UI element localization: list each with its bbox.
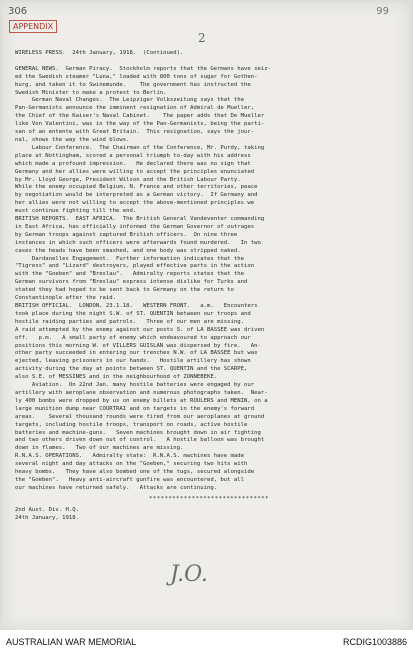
document-line: heavy bombs. They have also bombed one of the tugs, secured alongside [15, 469, 255, 476]
document-line: German Naval Changes. The Leipziger Volkszeitung says that the [15, 97, 245, 104]
archive-institution: AUSTRALIAN WAR MEMORIAL [6, 637, 137, 647]
document-line: her allies were not willing to accept the above-mentioned principles we [15, 200, 255, 207]
document-line: While the enemy occupied Belgium, N. France and other territories, peace [15, 184, 258, 191]
document-line: other party succeeded in entering our trenches N.W. of LA BASSEE but was [15, 350, 258, 357]
document-line: BRITISH OFFICIAL. LONDON, 23.1.18. WESTERN FRONT. a.m. Encounters [15, 303, 258, 309]
document-line: the "Goeben". Heavy anti-aircraft gunfire was encountered, but all [15, 476, 245, 483]
folio-stamp-number: 306 [8, 6, 28, 17]
document-line: activity during the day at points between ST. QUENTIN and the SCARPE, [15, 366, 248, 373]
corner-page-number: 99 [376, 6, 389, 17]
document-line: like Von Valentini, was in the way of the Pan-Germanists, being the parti- [15, 121, 265, 128]
document-line: burg, and taken it to Swinemunde. The government has instructed the [15, 81, 251, 88]
document-line: the Chief of the Kaiser's Naval Cabinet. The paper adds that De Mueller [15, 113, 265, 120]
document-line: large munition dump near COURTRAI and on targets in the enemy's forward [15, 405, 255, 412]
document-line: also S.E. of MESSINES and in the neighbourhood of ZONNEBEKE. [15, 374, 218, 381]
footer-unit: 2nd Aust. Div. H.Q. [15, 506, 79, 513]
document-line: Swedish Minister to make a protest to Berlin. [15, 89, 167, 96]
document-line: Aviation. On 22nd Jan. many hostile batteries were engaged by our [15, 382, 255, 389]
document-line: by negotiation would be interpreted as a German victory. If Germany and [15, 192, 258, 199]
document-line: and two others driven down out of control. A hostile balloon was brought [15, 437, 265, 444]
document-line: which made a profound impression. He declared there was no sign that [15, 160, 251, 167]
document-line: with the "Goeben" and "Breslau". Admiralty reports states that the [15, 271, 245, 278]
document-line: ly 400 bombs were dropped by us on enemy billets at ROULERS and MENIN, on a [15, 397, 268, 404]
document-line: R.N.A.S. OPERATIONS. Admiralty state: R.N.A.S. machines have made [15, 453, 245, 460]
document-line: stated they had hoped to be sent back to Germany on the return to [15, 287, 234, 294]
document-line: artillery with aeroplane observation and numerous photographs taken. Near- [15, 389, 268, 396]
document-line: A raid attempted by the enemy against our posts S. of LA BASSEE was driven [15, 326, 265, 333]
handwritten-signature: J.O. [170, 562, 208, 587]
document-line: Labour Conference. The Chairman of the Conference, Mr. Purdy, taking [15, 144, 265, 151]
document-line: positions this morning W. of VILLERS GUISLAN was dispersed by fire. An- [15, 342, 261, 349]
document-lines [15, 50, 403, 493]
document-sheet [2, 2, 411, 630]
document-line: our machines have returned safely. Attacks are continuing. [15, 484, 218, 491]
document-line: Pan-Germanists announce the imminent resignation of Admiral de Mueller, [15, 105, 255, 112]
document-line: ejected, leaving prisoners in our hands. Hostile artillery has shown [15, 358, 251, 365]
page-number: 2 [198, 31, 206, 45]
document-body [15, 50, 403, 522]
document-line: BRITISH REPORTS. EAST AFRICA. The British General Vandeventer commanding [15, 216, 265, 223]
separator-line: ******************************* [149, 495, 269, 502]
appendix-stamp: APPENDIX [9, 20, 57, 33]
document-line: nal, shows the way the wind blows. [15, 136, 130, 143]
archive-caption-strip [0, 630, 413, 654]
document-line: Dardanelles Engagement. Further information indicates that the [15, 255, 245, 262]
document-line: batteries and machine-guns. Seven machines brought down in air fighting [15, 429, 261, 436]
document-line: Germany and her allies were willing to accept the principles enunciated [15, 168, 255, 175]
document-line: instances in which such officers were afterwards found murdered. In two [15, 239, 261, 246]
document-line: WIRELESS PRESS. 24th January, 1918. (Continued). [15, 50, 184, 56]
document-line: off. p.m. A small party of enemy which endeavoured to approach our [15, 334, 251, 341]
document-line: by Mr. Lloyd George, President Wilson and the British Labour Party. [15, 176, 241, 183]
archive-reference: RCDIG1003886 [342, 637, 407, 647]
document-line: place at Nottingham, scored a personal triumph to-day with his address [15, 152, 251, 159]
document-line: German survivors from "Breslau" express intense dislike for Turks and [15, 279, 248, 286]
document-line: took place during the night S.W. of ST. QUENTIN between our troops and [15, 310, 251, 317]
document-line: "Tigress" and "Lizard" destroyers, played effective parts in the action [15, 263, 255, 270]
document-line: areas. Several thousand rounds were fired from our aeroplanes at ground [15, 413, 265, 420]
document-line: down in flames. Two of our machines are missing. [15, 445, 184, 452]
document-line: targets, including hostile troops, transport on roads, active hostile [15, 421, 248, 428]
document-line [15, 58, 403, 66]
document-line: GENERAL NEWS. German Piracy. Stockholm reports that the Germans have seiz- [15, 65, 271, 72]
document-line: ed the Swedish steamer "Luna," loaded with 800 tons of sugar for Gothen- [15, 73, 258, 80]
document-line: must continue fighting till the end. [15, 208, 137, 215]
document-line: cases the heads have been smashed, and one body was stripped naked. [15, 247, 241, 254]
document-line: several night and day attacks on the "Goeben," securing two hits with [15, 461, 248, 468]
document-line: in East Africa, has officially informed the German Governor of outrages [15, 223, 255, 230]
document-line: Constantinople after the raid. [15, 295, 117, 302]
document-line: hostile raiding parties and patrols. Three of our men are missing. [15, 318, 245, 325]
document-line: by German troops against captured British officers. On nine three [15, 231, 238, 238]
document-line: san of an entente with Great Britain. This resignation, says the jour- [15, 129, 255, 136]
footer-date: 24th January, 1918. [15, 514, 79, 521]
